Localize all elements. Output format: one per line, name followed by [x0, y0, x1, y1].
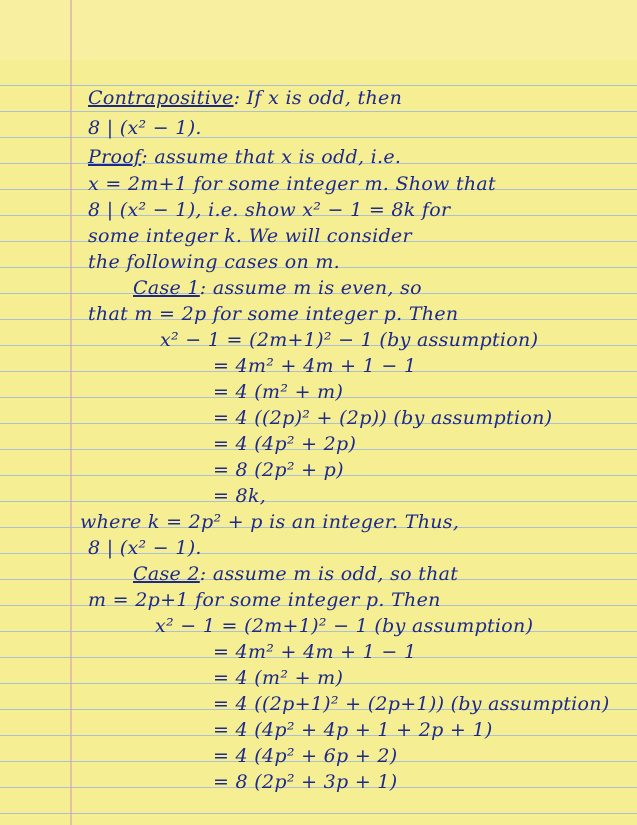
- equation-line: = 4 ((2p+1)² + (2p+1)) (by assumption): [213, 693, 610, 715]
- proof-line: Contrapositive: If x is odd, then: [88, 87, 403, 109]
- proof-line: Proof: assume that x is odd, i.e.: [88, 146, 402, 168]
- proof-line: 8 | (x² − 1).: [88, 537, 202, 559]
- proof-line: m = 2p+1 for some integer p. Then: [88, 589, 441, 611]
- equation-line: = 4m² + 4m + 1 − 1: [213, 355, 417, 377]
- proof-line: Case 1: assume m is even, so: [133, 277, 422, 299]
- proof-line: some integer k. We will consider: [88, 225, 412, 247]
- equation-line: = 4 (m² + m): [213, 381, 344, 403]
- equation-line: = 4m² + 4m + 1 − 1: [213, 641, 417, 663]
- equation-line: x² − 1 = (2m+1)² − 1 (by assumption): [160, 329, 539, 351]
- margin-line: [70, 0, 72, 825]
- proof-line: Case 2: assume m is odd, so that: [133, 563, 459, 585]
- equation-line: = 4 (m² + m): [213, 667, 344, 689]
- equation-line: = 4 (4p² + 4p + 1 + 2p + 1): [213, 719, 493, 741]
- proof-line: the following cases on m.: [88, 251, 341, 273]
- heading-case-1: Case 1: [133, 277, 200, 299]
- equation-line: = 8k,: [213, 485, 267, 507]
- proof-line: 8 | (x² − 1).: [88, 117, 202, 139]
- proof-line: x = 2m+1 for some integer m. Show that: [88, 173, 496, 195]
- heading-case-2: Case 2: [133, 563, 200, 585]
- proof-line: that m = 2p for some integer p. Then: [88, 303, 459, 325]
- equation-line: = 4 ((2p)² + (2p)) (by assumption): [213, 407, 553, 429]
- equation-line: = 4 (4p² + 6p + 2): [213, 745, 398, 767]
- heading-proof: Proof: [88, 146, 142, 168]
- equation-line: = 4 (4p² + 2p): [213, 433, 357, 455]
- equation-line: = 8 (2p² + p): [213, 459, 344, 481]
- equation-line: x² − 1 = (2m+1)² − 1 (by assumption): [155, 615, 534, 637]
- page-header-band: [0, 0, 637, 60]
- proof-line: where k = 2p² + p is an integer. Thus,: [80, 511, 460, 533]
- equation-line: = 8 (2p² + 3p + 1): [213, 771, 398, 793]
- proof-line: 8 | (x² − 1), i.e. show x² − 1 = 8k for: [88, 199, 451, 221]
- heading-contrapositive: Contrapositive: [88, 87, 234, 109]
